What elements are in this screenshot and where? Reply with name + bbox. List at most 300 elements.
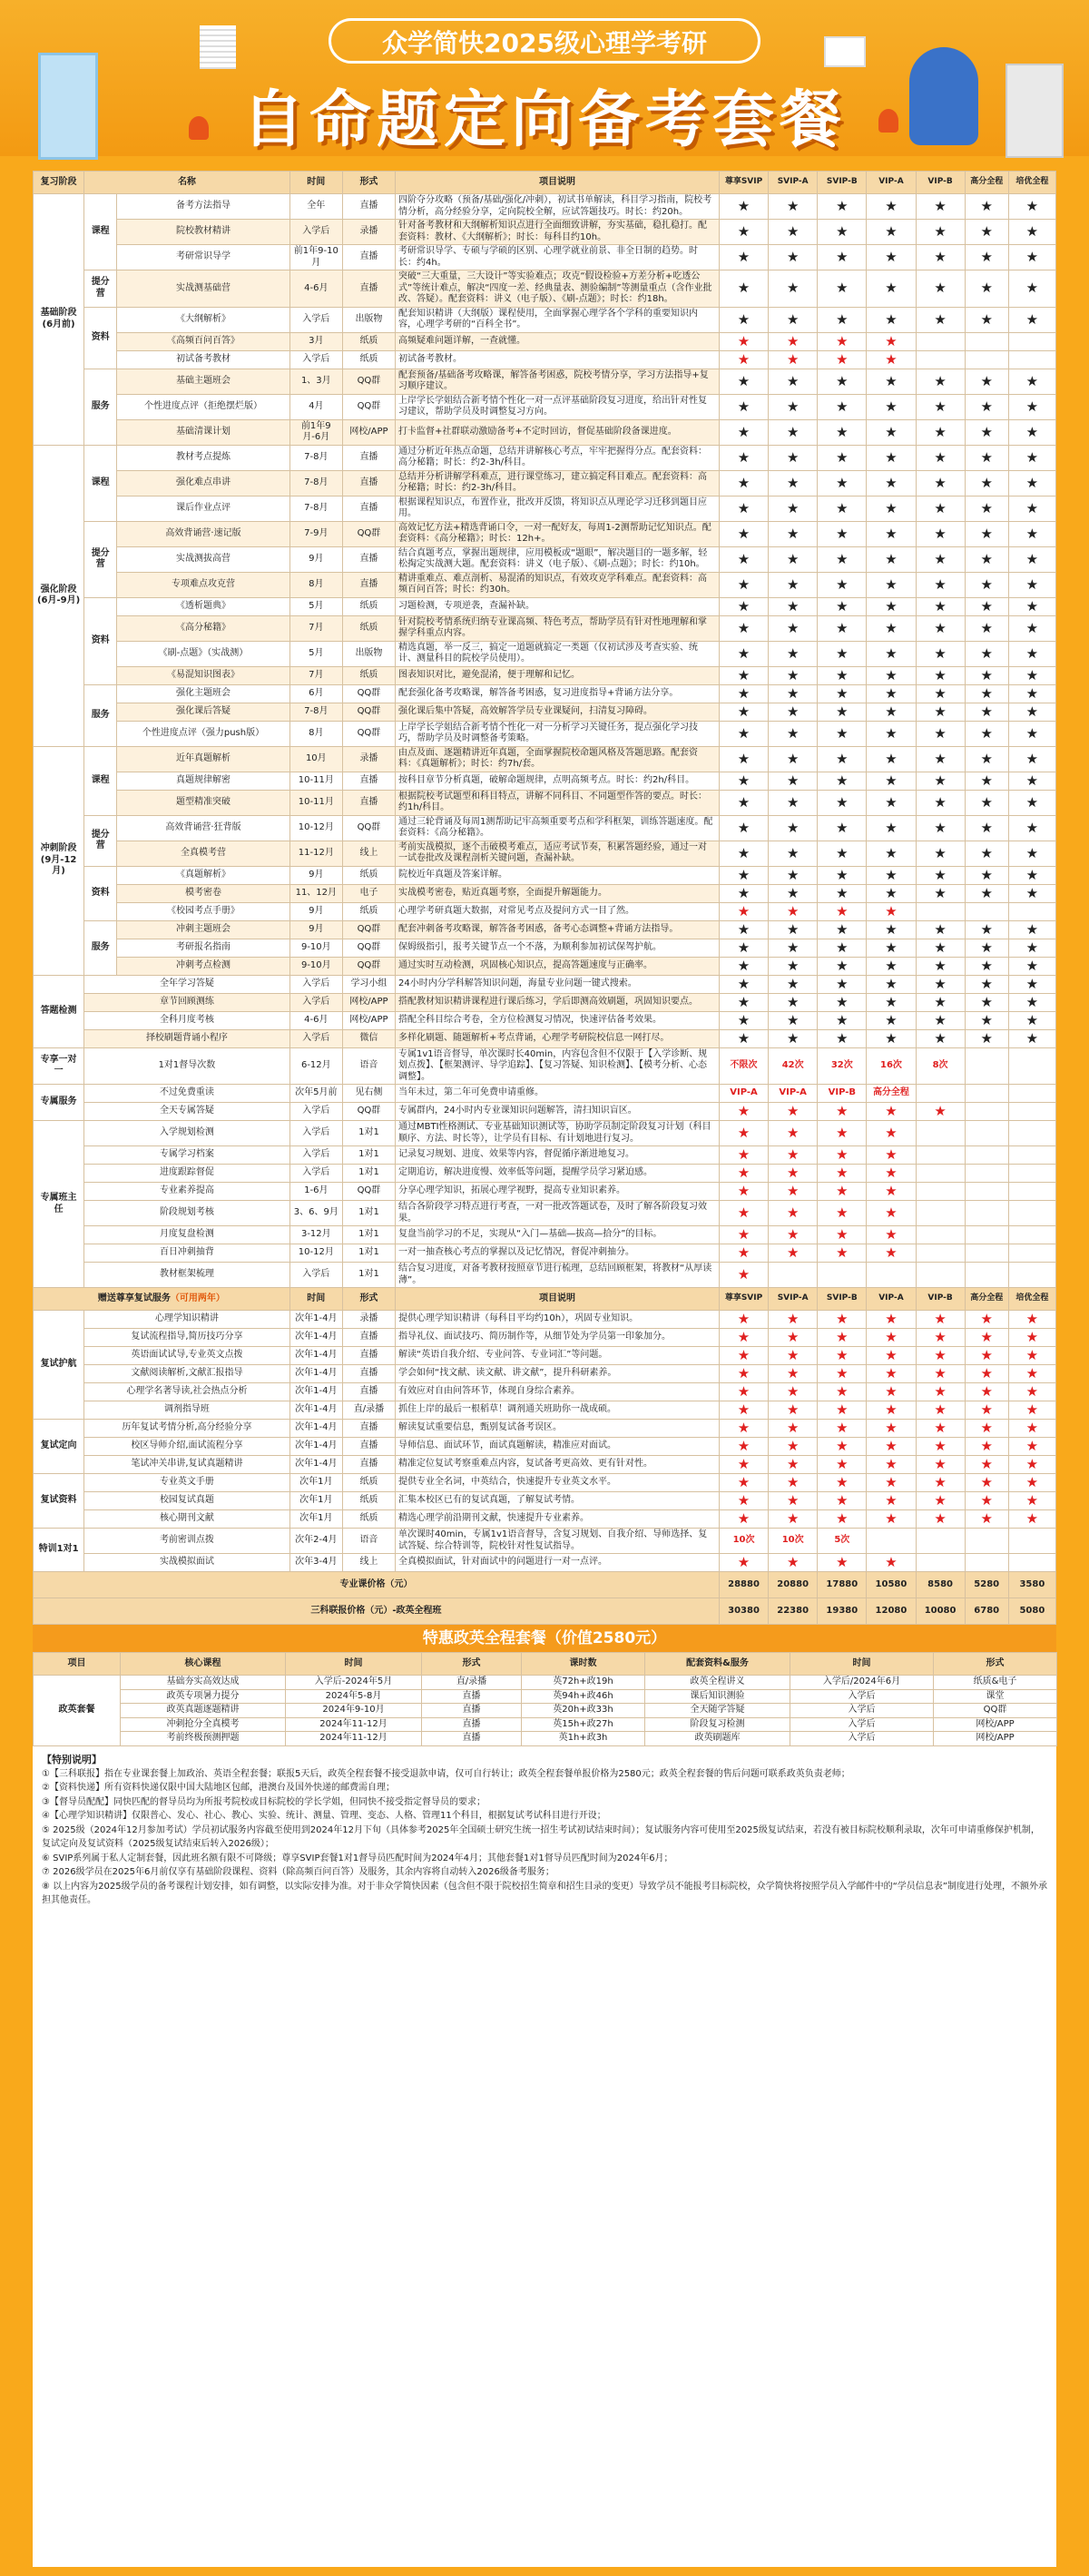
item-name: 阶段规划考核 (84, 1201, 290, 1226)
star-mark: ★ (769, 496, 818, 521)
star-mark: ★ (719, 1456, 768, 1474)
empty-cell (965, 1121, 1008, 1146)
item-form: 直播 (342, 790, 395, 815)
empty-cell (965, 1103, 1008, 1121)
star-mark: ★ (818, 496, 867, 521)
item-form: 1对1 (342, 1226, 395, 1244)
star-mark: ★ (769, 1011, 818, 1029)
star-mark: ★ (916, 721, 965, 746)
special-cell: 网校/APP (934, 1732, 1057, 1746)
item-name: 《易混知识图表》 (117, 666, 290, 684)
item-form: 直播 (342, 546, 395, 572)
star-mark: ★ (965, 815, 1008, 841)
star-mark: ★ (769, 684, 818, 703)
star-mark: ★ (867, 394, 916, 419)
star-mark: ★ (719, 496, 768, 521)
group-label: 服务 (84, 369, 117, 445)
item-time: 9-10月 (289, 957, 342, 975)
item-time: 次年1月 (289, 1510, 342, 1529)
item-desc: 初试备考教材。 (396, 350, 720, 369)
col-header: 形式 (342, 172, 395, 194)
star-mark: ★ (867, 703, 916, 721)
special-cell: 课后知识测验 (645, 1689, 790, 1704)
star-mark: ★ (818, 1244, 867, 1263)
empty-cell (1008, 1244, 1055, 1263)
star-mark: ★ (769, 641, 818, 666)
star-mark: ★ (818, 1183, 867, 1201)
item-desc: 专属1v1语音督导，单次课时长40min，内容包含但不仅限于【入学诊断、规划点拨】、【框架测评、导学追踪】、【复习答疑、知识检测】、【模考分析、心态调整】。 (396, 1047, 720, 1085)
item-form: 纸质 (342, 615, 395, 641)
star-mark: ★ (1008, 772, 1055, 790)
item-form: QQ群 (342, 1103, 395, 1121)
star-mark: ★ (769, 394, 818, 419)
star-mark: ★ (1008, 721, 1055, 746)
star-mark: ★ (965, 641, 1008, 666)
item-desc: 抓住上岸的最后一根稻草！调剂通关班助你一战成硕。 (396, 1401, 720, 1420)
star-mark: ★ (1008, 939, 1055, 957)
item-time: 入学后 (289, 993, 342, 1011)
star-mark: ★ (719, 270, 768, 308)
star-mark: ★ (719, 721, 768, 746)
star-mark: ★ (965, 394, 1008, 419)
group-label: 课程 (84, 746, 117, 815)
item-time: 次年1-4月 (289, 1365, 342, 1383)
table-row (34, 790, 1056, 815)
item-form: 纸质 (342, 866, 395, 884)
star-mark: ★ (769, 1510, 818, 1529)
star-mark: ★ (1008, 1474, 1055, 1492)
item-name: 强化课后答疑 (117, 703, 290, 721)
star-mark: ★ (719, 1226, 768, 1244)
item-desc: 高频疑难问题详解，一查就懂。 (396, 332, 720, 350)
item-name: 全年学习答疑 (84, 975, 290, 993)
special-col-header: 配套资料&服务 (645, 1653, 790, 1676)
star-mark: ★ (1008, 1420, 1055, 1438)
col-stage: 复习阶段 (34, 172, 84, 194)
item-desc: 当年未过，第二年可免费申请重修。 (396, 1085, 720, 1103)
item-time: 1、3月 (289, 369, 342, 394)
item-form: 1对1 (342, 1121, 395, 1146)
star-mark: ★ (818, 1329, 867, 1347)
special-cell: 课堂 (934, 1689, 1057, 1704)
item-name: 教材考点提炼 (117, 445, 290, 470)
item-time: 次年5月前 (289, 1085, 342, 1103)
item-desc: 搭配全科目综合考卷，全方位检测复习情况，快速评估备考效果。 (396, 1011, 720, 1029)
item-time: 11、12月 (289, 884, 342, 902)
star-mark: ★ (916, 307, 965, 332)
group-label: 提分营 (84, 815, 117, 866)
item-desc: 配套冲刺备考攻略课，解答备考困惑，备考心态调整+背诵方法指导。 (396, 920, 720, 939)
item-name: 1对1督导次数 (84, 1047, 290, 1085)
star-mark: ★ (1008, 496, 1055, 521)
group-label: 资料 (84, 597, 117, 684)
empty-cell (769, 1263, 818, 1288)
item-time: 9月 (289, 866, 342, 884)
star-mark: ★ (965, 307, 1008, 332)
item-form: 直播 (342, 572, 395, 597)
empty-cell (1008, 332, 1055, 350)
star-mark: ★ (867, 1510, 916, 1529)
col-header: SVIP-B (818, 172, 867, 194)
star-mark: ★ (769, 1103, 818, 1121)
special-cell: 入学后-2024年5月 (286, 1676, 422, 1690)
item-form: 纸质 (342, 902, 395, 920)
star-mark: ★ (769, 546, 818, 572)
star-mark: ★ (916, 884, 965, 902)
star-mark: ★ (818, 350, 867, 369)
star-mark: ★ (719, 1510, 768, 1529)
table-row (34, 993, 1056, 1011)
col-header: 尊享SVIP (719, 172, 768, 194)
item-time: 次年1-4月 (289, 1329, 342, 1347)
item-name: 专属学习档案 (84, 1146, 290, 1165)
star-mark: ★ (867, 666, 916, 684)
item-name: 基础清课计划 (117, 419, 290, 445)
star-mark: ★ (867, 1420, 916, 1438)
item-name: 实战模拟面试 (84, 1554, 290, 1572)
item-time: 入学后 (289, 1029, 342, 1047)
special-col-header: 形式 (934, 1653, 1057, 1676)
item-time: 9月 (289, 920, 342, 939)
star-mark: ★ (719, 1103, 768, 1121)
star-mark: ★ (769, 1201, 818, 1226)
item-time: 次年1月 (289, 1492, 342, 1510)
star-mark: ★ (867, 866, 916, 884)
item-name: 《高频百问百答》 (117, 332, 290, 350)
count-cell: 5次 (818, 1529, 867, 1554)
price-value: 20880 (769, 1572, 818, 1598)
item-time: 入学后 (289, 1165, 342, 1183)
star-mark: ★ (769, 597, 818, 615)
count-cell (916, 1529, 965, 1554)
item-time: 3-12月 (289, 1226, 342, 1244)
item-form: 直/录播 (342, 1401, 395, 1420)
table-row (34, 546, 1056, 572)
item-time: 全年 (289, 194, 342, 220)
item-form: 直播 (342, 470, 395, 496)
star-mark: ★ (965, 1365, 1008, 1383)
item-time: 入学后 (289, 1263, 342, 1288)
item-form: 纸质 (342, 332, 395, 350)
star-mark: ★ (1008, 369, 1055, 394)
star-mark: ★ (1008, 1383, 1055, 1401)
flower-illustration (189, 116, 209, 140)
item-form: 网校/APP (342, 993, 395, 1011)
star-mark: ★ (965, 957, 1008, 975)
star-mark: ★ (719, 666, 768, 684)
star-mark: ★ (916, 270, 965, 308)
item-desc: 指导礼仪、面试技巧、简历制作等，从细节处为学员第一印象加分。 (396, 1329, 720, 1347)
item-name: 全科月度考核 (84, 1011, 290, 1029)
table-row (34, 902, 1056, 920)
special-cell: 直/录播 (422, 1676, 522, 1690)
star-mark: ★ (719, 1165, 768, 1183)
star-mark: ★ (719, 1420, 768, 1438)
empty-cell (965, 1263, 1008, 1288)
item-form: 直播 (342, 1347, 395, 1365)
subtitle-banner: 众学简快2025级心理学考研 (329, 18, 760, 64)
table-row (34, 220, 1056, 245)
item-name: 真题规律解密 (117, 772, 290, 790)
star-mark: ★ (1008, 307, 1055, 332)
col-header: VIP-B (916, 172, 965, 194)
item-name: 英语面试试导,专业英文点拨 (84, 1347, 290, 1365)
star-mark: ★ (719, 1183, 768, 1201)
star-mark: ★ (1008, 572, 1055, 597)
price-value: 17880 (818, 1572, 867, 1598)
star-mark: ★ (769, 939, 818, 957)
item-form: 纸质 (342, 597, 395, 615)
star-mark: ★ (965, 703, 1008, 721)
group-label: 提分营 (84, 270, 117, 308)
item-name: 笔试冲关串讲,复试真题精讲 (84, 1456, 290, 1474)
item-form: 纸质 (342, 666, 395, 684)
star-mark: ★ (818, 902, 867, 920)
star-mark: ★ (719, 902, 768, 920)
item-name: 《大纲解析》 (117, 307, 290, 332)
special-cell: 直播 (422, 1717, 522, 1732)
star-mark: ★ (769, 332, 818, 350)
star-mark: ★ (867, 1103, 916, 1121)
special-cell: 直播 (422, 1689, 522, 1704)
picture-frame-illustration (824, 36, 866, 67)
star-mark: ★ (916, 1011, 965, 1029)
item-form: 1对1 (342, 1244, 395, 1263)
star-mark: ★ (965, 721, 1008, 746)
star-mark: ★ (719, 884, 768, 902)
star-mark: ★ (818, 369, 867, 394)
star-mark: ★ (818, 1401, 867, 1420)
retest-note: （可用两年） (170, 1293, 225, 1303)
star-mark: ★ (769, 703, 818, 721)
star-mark: ★ (965, 790, 1008, 815)
price-value: 10080 (916, 1598, 965, 1625)
special-cell: 入学后 (790, 1704, 934, 1718)
star-mark: ★ (916, 1492, 965, 1510)
item-desc: 配套预备/基础备考攻略课，解答备考困惑，院校考情分享，学习方法指导+复习顺序建议。 (396, 369, 720, 394)
item-desc: 结合复习进度，对备考教材按照章节进行梳理，总结回顾框架，将教材“从厚读薄”。 (396, 1263, 720, 1288)
star-mark: ★ (769, 1492, 818, 1510)
star-mark: ★ (916, 1311, 965, 1329)
item-name: 基础主题班会 (117, 369, 290, 394)
item-form: QQ群 (342, 957, 395, 975)
special-cell: 冲刺抢分全真模考 (121, 1717, 286, 1732)
item-form: 直播 (342, 1365, 395, 1383)
star-mark: ★ (1008, 920, 1055, 939)
price-value: 8580 (916, 1572, 965, 1598)
group-label: 课程 (84, 194, 117, 270)
star-mark: ★ (867, 815, 916, 841)
item-desc: 全真模拟面试，针对面试中的问题进行一对一点评。 (396, 1554, 720, 1572)
item-desc: 配套强化备考攻略课，解答备考困惑，复习进度指导+背诵方法分享。 (396, 684, 720, 703)
item-time: 3、6、9月 (289, 1201, 342, 1226)
empty-cell (1008, 902, 1055, 920)
empty-cell (965, 1226, 1008, 1244)
star-mark: ★ (769, 194, 818, 220)
group-label: 特训1对1 (34, 1529, 84, 1572)
star-mark: ★ (719, 1011, 768, 1029)
count-cell: 10次 (719, 1529, 768, 1554)
item-form: 直播 (342, 1383, 395, 1401)
empty-cell (965, 350, 1008, 369)
item-desc: 心理学考研真题大数据，对常见考点及提问方式一目了然。 (396, 902, 720, 920)
item-desc: 提供心理学知识精讲（每科目平均约10h），巩固专业知识。 (396, 1311, 720, 1329)
star-mark: ★ (818, 1029, 867, 1047)
item-time: 7-8月 (289, 445, 342, 470)
special-cell: 2024年5-8月 (286, 1689, 422, 1704)
star-mark: ★ (719, 1121, 768, 1146)
star-mark: ★ (769, 270, 818, 308)
computer-desk-illustration (1006, 64, 1064, 158)
star-mark: ★ (769, 1311, 818, 1329)
col-header: 培优全程 (1008, 172, 1055, 194)
star-mark: ★ (1008, 957, 1055, 975)
item-name: 强化主题班会 (117, 684, 290, 703)
special-item: 政英套餐 (34, 1676, 121, 1746)
table-row (34, 684, 1056, 703)
star-mark: ★ (769, 615, 818, 641)
table-row (34, 332, 1056, 350)
star-mark: ★ (769, 1146, 818, 1165)
star-mark: ★ (769, 1183, 818, 1201)
star-mark: ★ (965, 772, 1008, 790)
star-mark: ★ (867, 369, 916, 394)
star-mark: ★ (769, 1347, 818, 1365)
special-cell: 直播 (422, 1732, 522, 1746)
item-form: 纸质 (342, 1510, 395, 1529)
star-mark: ★ (965, 1011, 1008, 1029)
star-mark: ★ (867, 307, 916, 332)
special-cell: 阶段复习检测 (645, 1717, 790, 1732)
item-form: 直播 (342, 1420, 395, 1438)
item-form: 录播 (342, 220, 395, 245)
star-mark: ★ (1008, 866, 1055, 884)
star-mark: ★ (1008, 445, 1055, 470)
item-name: 冲刺主题班会 (117, 920, 290, 939)
star-mark: ★ (818, 684, 867, 703)
item-time: 7-8月 (289, 470, 342, 496)
item-time: 9月 (289, 546, 342, 572)
item-desc: 考前实战模拟，逐个击破模考难点，适应考试节奏，积累答题经验，通过一对一试卷批改及课程剖析关键问题，查漏补缺。 (396, 841, 720, 866)
empty-cell (916, 1165, 965, 1183)
star-mark: ★ (818, 1456, 867, 1474)
window-blind-illustration (200, 25, 236, 69)
special-cell: 全天随学答疑 (645, 1704, 790, 1718)
star-mark: ★ (769, 419, 818, 445)
pkg-cell: VIP-A (769, 1085, 818, 1103)
star-mark: ★ (965, 220, 1008, 245)
group-label: 提分营 (84, 521, 117, 597)
star-mark: ★ (719, 1383, 768, 1401)
star-mark: ★ (818, 332, 867, 350)
star-mark: ★ (719, 841, 768, 866)
star-mark: ★ (818, 746, 867, 772)
star-mark: ★ (769, 307, 818, 332)
special-cell: 基础夯实高效达成 (121, 1676, 286, 1690)
item-desc: 分享心理学知识，拓展心理学视野，提高专业知识素养。 (396, 1183, 720, 1201)
note-item: ⑧ 以上内容为2025级学员的备考课程计划安排，如有调整，以实际安排为准。对于非众学简快因素（包含但不限于院校招生简章和招生目录的变更）导致学员不能报考目标院校，众学简快将按照学员入学邮件中的“学员信息表”制度进行处理，不额外承担其他责任。 (42, 1881, 1047, 1906)
star-mark: ★ (916, 939, 965, 957)
special-cell: 考前终极预测押题 (121, 1732, 286, 1746)
star-mark: ★ (769, 1474, 818, 1492)
star-mark: ★ (965, 746, 1008, 772)
item-time: 10-11月 (289, 772, 342, 790)
col-header: 形式 (342, 1288, 395, 1311)
star-mark: ★ (818, 1365, 867, 1383)
star-mark: ★ (719, 1365, 768, 1383)
star-mark: ★ (769, 1365, 818, 1383)
star-mark: ★ (1008, 615, 1055, 641)
star-mark: ★ (867, 350, 916, 369)
star-mark: ★ (719, 920, 768, 939)
star-mark: ★ (965, 1420, 1008, 1438)
item-desc: 突破“三大重量，三大设计”等实验难点；攻克“假设检验+方差分析+吃透公式”等统计难点，解决“四度一差、经典量表、测验编制”等测量重点（含作业批改、答疑）。配套资料：讲义（电子版）、《刷-点题》；时长：约18h。 (396, 270, 720, 308)
table-row (34, 884, 1056, 902)
star-mark: ★ (719, 1554, 768, 1572)
star-mark: ★ (719, 1438, 768, 1456)
star-mark: ★ (916, 993, 965, 1011)
star-mark: ★ (719, 939, 768, 957)
group-label: 服务 (84, 684, 117, 746)
star-mark: ★ (719, 1311, 768, 1329)
price-label: 专业课价格（元） (34, 1572, 720, 1598)
star-mark: ★ (965, 1383, 1008, 1401)
star-mark: ★ (1008, 419, 1055, 445)
star-mark: ★ (965, 666, 1008, 684)
col-header: 高分全程 (965, 172, 1008, 194)
star-mark: ★ (719, 615, 768, 641)
item-desc: 根据课程知识点，布置作业，批改并反馈，将知识点从理论学习迁移到题目应用。 (396, 496, 720, 521)
count-cell: 不限次 (719, 1047, 768, 1085)
item-desc: 打卡监督+社群联动激励备考+不定时回访，督促基础阶段备课进度。 (396, 419, 720, 445)
table-row (34, 641, 1056, 666)
star-mark: ★ (719, 1401, 768, 1420)
star-mark: ★ (867, 920, 916, 939)
star-mark: ★ (916, 572, 965, 597)
item-name: 全真模考营 (117, 841, 290, 866)
star-mark: ★ (965, 546, 1008, 572)
star-mark: ★ (818, 270, 867, 308)
star-mark: ★ (769, 245, 818, 270)
star-mark: ★ (916, 703, 965, 721)
star-mark: ★ (916, 615, 965, 641)
star-mark: ★ (867, 1121, 916, 1146)
star-mark: ★ (719, 1329, 768, 1347)
item-desc: 精讲重难点、难点剖析、易混淆的知识点，有效攻克学科难点。配套资料：高频百问百答；时长：约30h。 (396, 572, 720, 597)
item-name: 月度复盘检测 (84, 1226, 290, 1244)
star-mark: ★ (719, 866, 768, 884)
item-name: 近年真题解析 (117, 746, 290, 772)
star-mark: ★ (769, 1420, 818, 1438)
star-mark: ★ (818, 975, 867, 993)
item-time: 入学后 (289, 975, 342, 993)
special-col-header: 时间 (286, 1653, 422, 1676)
star-mark: ★ (769, 746, 818, 772)
star-mark: ★ (965, 194, 1008, 220)
star-mark: ★ (867, 1226, 916, 1244)
star-mark: ★ (1008, 975, 1055, 993)
star-mark: ★ (916, 1383, 965, 1401)
pkg-cell: 高分全程 (867, 1085, 916, 1103)
table-row (34, 1029, 1056, 1047)
col-header: 高分全程 (965, 1288, 1008, 1311)
item-form: QQ群 (342, 939, 395, 957)
item-desc: 由点及面、逐题精讲近年真题，全面掌握院校命题风格及答题思路。配套资料：《真题解析》；时长：约7h/套。 (396, 746, 720, 772)
special-package-table (33, 1652, 1057, 1746)
item-time: 5月 (289, 597, 342, 615)
star-mark: ★ (965, 1438, 1008, 1456)
star-mark: ★ (769, 721, 818, 746)
